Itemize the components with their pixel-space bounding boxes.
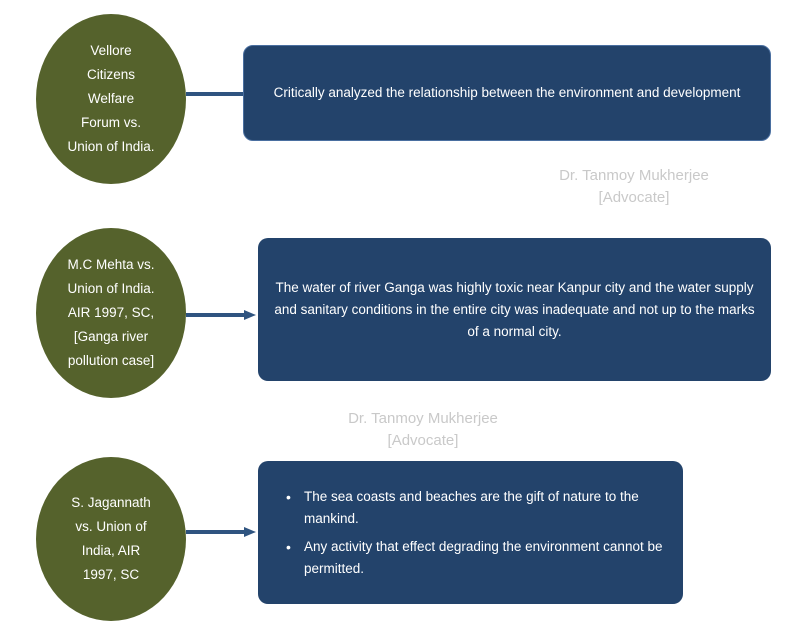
list-item: • The sea coasts and beaches are the gift of nature to the mankind. [304, 486, 665, 530]
case-ellipse-1-line-3: Welfare [87, 91, 135, 106]
arrow-head [244, 310, 256, 320]
case-ellipse-1-line-1: Vellore [90, 43, 132, 58]
arrow-right-2 [186, 310, 256, 320]
list-item: • Any activity that effect degrading the environment cannot be permitted. [304, 536, 665, 580]
watermark-1-role: [Advocate] [598, 189, 670, 206]
watermark-2-name: Dr. Tanmoy Mukherjee [348, 410, 498, 427]
watermark-2-role: [Advocate] [387, 432, 459, 449]
case-ellipse-3-line-4: 1997, SC [82, 567, 140, 582]
summary-panel-2-text: The water of river Ganga was highly toxic near Kanpur city and the water supply and sanitary conditions in the entire city was inadequate and not up to the marks of a normal city. [274, 279, 755, 339]
case-ellipse-1 [36, 14, 186, 184]
case-ellipse-2-line-2: Union of India. [67, 281, 155, 296]
case-ellipse-2-line-1: M.C Mehta vs. [67, 257, 155, 272]
case-ellipse-2-line-3: AIR 1997, SC, [67, 305, 155, 320]
arrow-right-3 [186, 527, 256, 537]
case-ellipse-2 [36, 228, 186, 398]
watermark-1-name: Dr. Tanmoy Mukherjee [559, 167, 709, 184]
case-ellipse-3-line-2: vs. Union of [75, 519, 147, 534]
arrow-head [244, 527, 256, 537]
case-ellipse-2-line-4: [Ganga river [73, 329, 149, 344]
summary-panel-1-text: Critically analyzed the relationship between the environment and development [273, 85, 741, 100]
arrow-shaft [186, 313, 244, 317]
case-ellipse-3 [36, 457, 186, 621]
watermark-2 [298, 408, 548, 452]
case-ellipse-2-line-5: pollution case] [67, 353, 155, 368]
summary-panel-3 [258, 461, 683, 604]
case-ellipse-1-line-4: Forum vs. [80, 115, 141, 130]
case-ellipse-3-line-3: India, AIR [81, 543, 141, 558]
arrow-shaft [186, 92, 244, 96]
case-ellipse-1-line-5: Union of India. [67, 139, 155, 154]
case-ellipse-3-line-1: S. Jagannath [71, 495, 151, 510]
summary-panel-1 [243, 45, 771, 141]
summary-panel-3-list [258, 486, 683, 580]
case-ellipse-1-line-2: Citizens [86, 67, 135, 82]
arrow-shaft [186, 530, 244, 534]
summary-panel-2 [258, 238, 771, 381]
watermark-1 [509, 165, 759, 209]
